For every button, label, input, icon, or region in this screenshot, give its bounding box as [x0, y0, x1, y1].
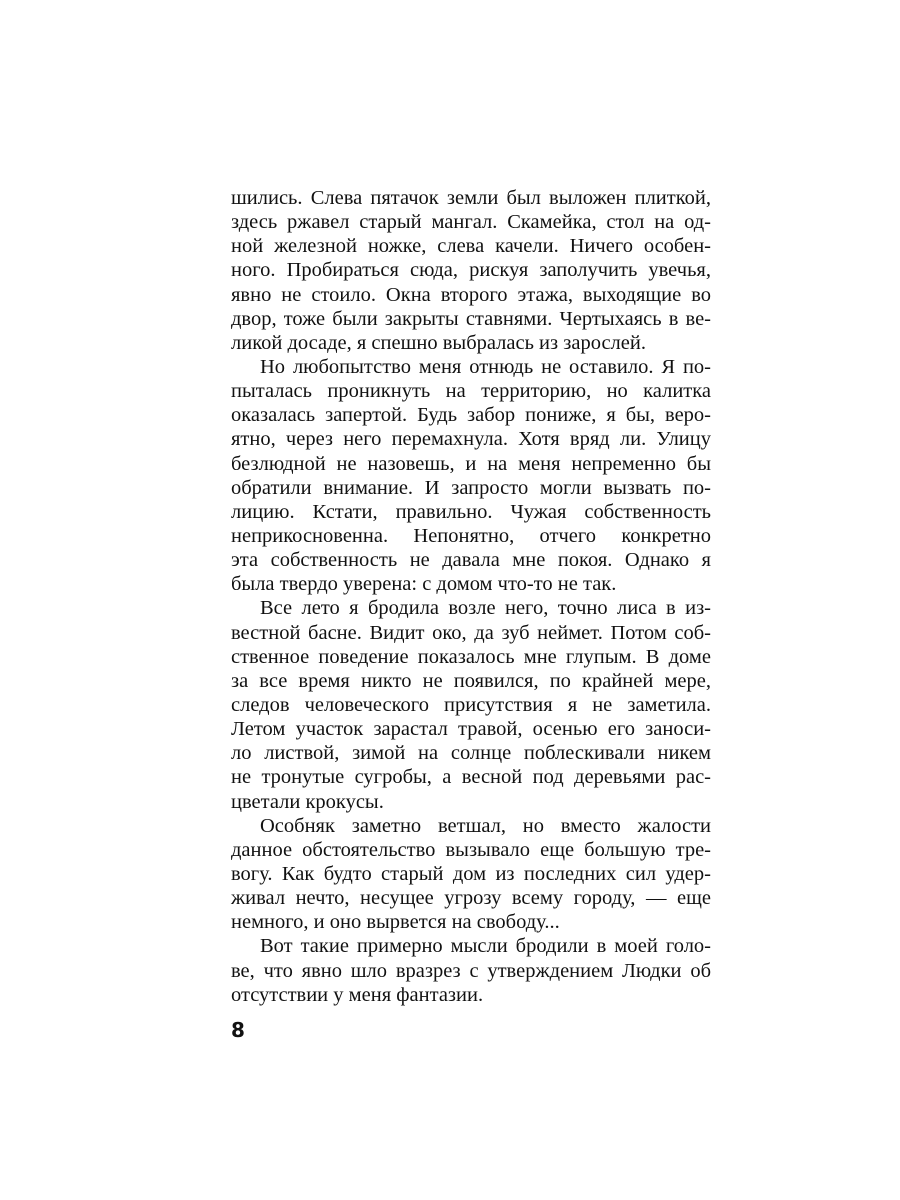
body-text — [231, 186, 711, 1007]
text-line: живал нечто, несущее угрозу всему городу, — еще — [231, 887, 711, 910]
text-line: ного. Пробираться сюда, рискуя заполучить увечья, — [231, 259, 711, 282]
text-line: отсутствии у меня фантазии. — [231, 983, 484, 1006]
text-line: неприкосновенна. Непонятно, отчего конкретно — [231, 524, 711, 547]
text-line: Особняк заметно ветшал, но вместо жалости — [260, 814, 711, 837]
text-line: Все лето я бродила возле него, точно лиса в из- — [260, 597, 711, 620]
text-line: была твердо уверена: с домом что-то не так. — [231, 573, 617, 596]
text-line: за все время никто не появился, по крайней мере, — [231, 669, 711, 692]
text-line: ятно, через него перемахнула. Хотя вряд ли. Улицу — [231, 428, 711, 451]
text-line: следов человеческого присутствия я не заметила. — [231, 693, 711, 716]
text-line: ной железной ножке, слева качели. Ничего особен- — [231, 235, 711, 258]
text-line: Но любопытство меня отнюдь не оставило. Я по- — [260, 355, 711, 378]
text-line: ликой досаде, я спешно выбралась из зарослей. — [231, 331, 646, 354]
text-line: ве, что явно шло вразрез с утверждением Людки об — [231, 959, 711, 982]
paragraph — [231, 814, 711, 935]
text-line: оказалась запертой. Будь забор пониже, я бы, веро- — [231, 404, 711, 427]
text-line: обратили внимание. И запросто могли вызвать по- — [231, 476, 711, 499]
text-line: пыталась проникнуть на территорию, но калитка — [231, 380, 711, 403]
page-number: 8 — [231, 1018, 245, 1042]
paragraph — [231, 934, 711, 1006]
text-line: данное обстоятельство вызывало еще большую тре- — [231, 838, 711, 861]
paragraph — [231, 355, 711, 596]
text-line: явно не стоило. Окна второго этажа, выходящие во — [231, 283, 711, 306]
text-line: лицию. Кстати, правильно. Чужая собственность — [231, 500, 711, 523]
text-line: эта собственность не давала мне покоя. Однако я — [231, 549, 711, 572]
text-line: вестной басне. Видит око, да зуб неймет. Потом соб- — [231, 621, 711, 644]
text-line: не тронутые сугробы, а весной под деревьями рас- — [231, 766, 711, 789]
text-line: ло листвой, зимой на солнце поблескивали никем — [231, 742, 711, 765]
text-line: здесь ржавел старый мангал. Скамейка, стол на од- — [231, 211, 711, 234]
paragraph — [231, 186, 711, 355]
text-line: двор, тоже были закрыты ставнями. Чертыхаясь в ве- — [231, 307, 711, 330]
text-line: ственное поведение показалось мне глупым. В доме — [231, 645, 711, 668]
text-line: немного, и оно вырвется на свободу... — [231, 911, 560, 934]
paragraph — [231, 596, 711, 813]
text-line: Летом участок зарастал травой, осенью его заноси- — [231, 718, 711, 741]
text-line: вогу. Как будто старый дом из последних сил удер- — [231, 862, 711, 885]
text-line: безлюдной не назовешь, и на меня непременно бы — [231, 452, 711, 475]
text-line: Вот такие примерно мысли бродили в моей голо- — [260, 935, 711, 958]
text-line: шились. Слева пятачок земли был выложен плиткой, — [231, 187, 711, 209]
text-line: цветали крокусы. — [231, 790, 384, 813]
